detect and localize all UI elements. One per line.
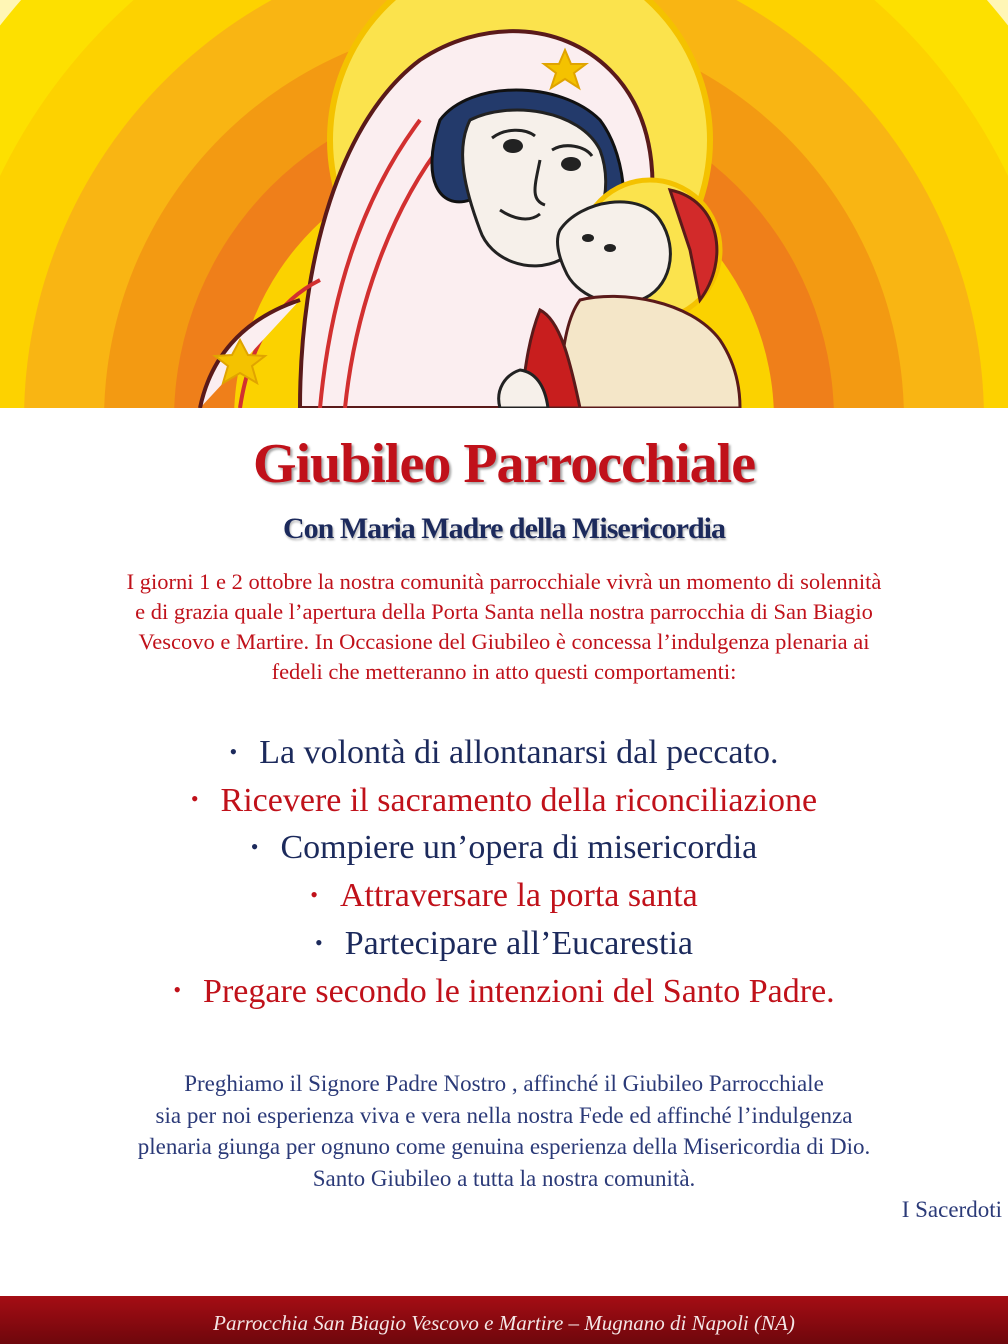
list-item bbox=[0, 825, 1008, 873]
list-item-text: La volontà di allontanarsi dal peccato. bbox=[259, 734, 779, 771]
intro-line: e di grazia quale l’apertura della Porta Santa nella nostra parrocchia di San Biagio bbox=[135, 599, 873, 624]
hero-banner bbox=[0, 0, 1008, 408]
intro-line: fedeli che metteranno in atto questi comportamenti: bbox=[271, 659, 737, 684]
bullet-icon: • bbox=[315, 929, 323, 955]
list-item-text: Attraversare la porta santa bbox=[339, 877, 698, 915]
bullet-icon: • bbox=[250, 834, 259, 860]
bullet-icon: • bbox=[310, 881, 318, 907]
page-title: Giubileo Parrocchiale bbox=[252, 433, 756, 495]
list-item-text: Ricevere il sacramento della riconciliazione bbox=[220, 781, 818, 819]
list-item bbox=[0, 921, 1008, 969]
bullet-icon: • bbox=[173, 977, 182, 1003]
bullet-icon: • bbox=[190, 786, 199, 812]
list-item bbox=[0, 778, 1008, 826]
page-subtitle: Con Maria Madre della Misericordia bbox=[282, 512, 725, 545]
bullet-icon: • bbox=[229, 738, 238, 764]
closing-line: plenaria giunga per ognuno come genuina esperienza della Misericordia di Dio. bbox=[137, 1134, 871, 1159]
footer-text: Parrocchia San Biagio Vescovo e Martire – Mugnano di Napoli (NA) bbox=[213, 1311, 795, 1335]
closing-line: Santo Giubileo a tutta la nostra comunità. bbox=[312, 1165, 696, 1191]
requirements-list bbox=[0, 730, 1008, 1016]
madonna-and-child-icon bbox=[0, 0, 1008, 408]
list-item bbox=[0, 873, 1008, 921]
intro-line: I giorni 1 e 2 ottobre la nostra comunità parrocchiale vivrà un momento di solennità bbox=[126, 569, 882, 594]
list-item-text: Compiere un’opera di misericordia bbox=[280, 829, 758, 867]
list-item bbox=[0, 730, 1008, 778]
list-item-text: Pregare secondo le intenzioni del Santo Padre. bbox=[203, 972, 835, 1010]
list-item bbox=[0, 969, 1008, 1017]
list-item-text: Partecipare all’Eucarestia bbox=[344, 924, 693, 962]
intro-line: Vescovo e Martire. In Occasione del Giubileo è concessa l’indulgenza plenaria ai bbox=[138, 629, 870, 654]
signature: I Sacerdoti bbox=[901, 1197, 1002, 1222]
intro-paragraph bbox=[0, 567, 1008, 687]
closing-prayer bbox=[0, 1068, 1008, 1194]
closing-line: Preghiamo il Signore Padre Nostro , affinché il Giubileo Parrocchiale bbox=[184, 1071, 824, 1096]
closing-line: sia per noi esperienza viva e vera nella nostra Fede ed affinché l’indulgenza bbox=[155, 1102, 853, 1128]
